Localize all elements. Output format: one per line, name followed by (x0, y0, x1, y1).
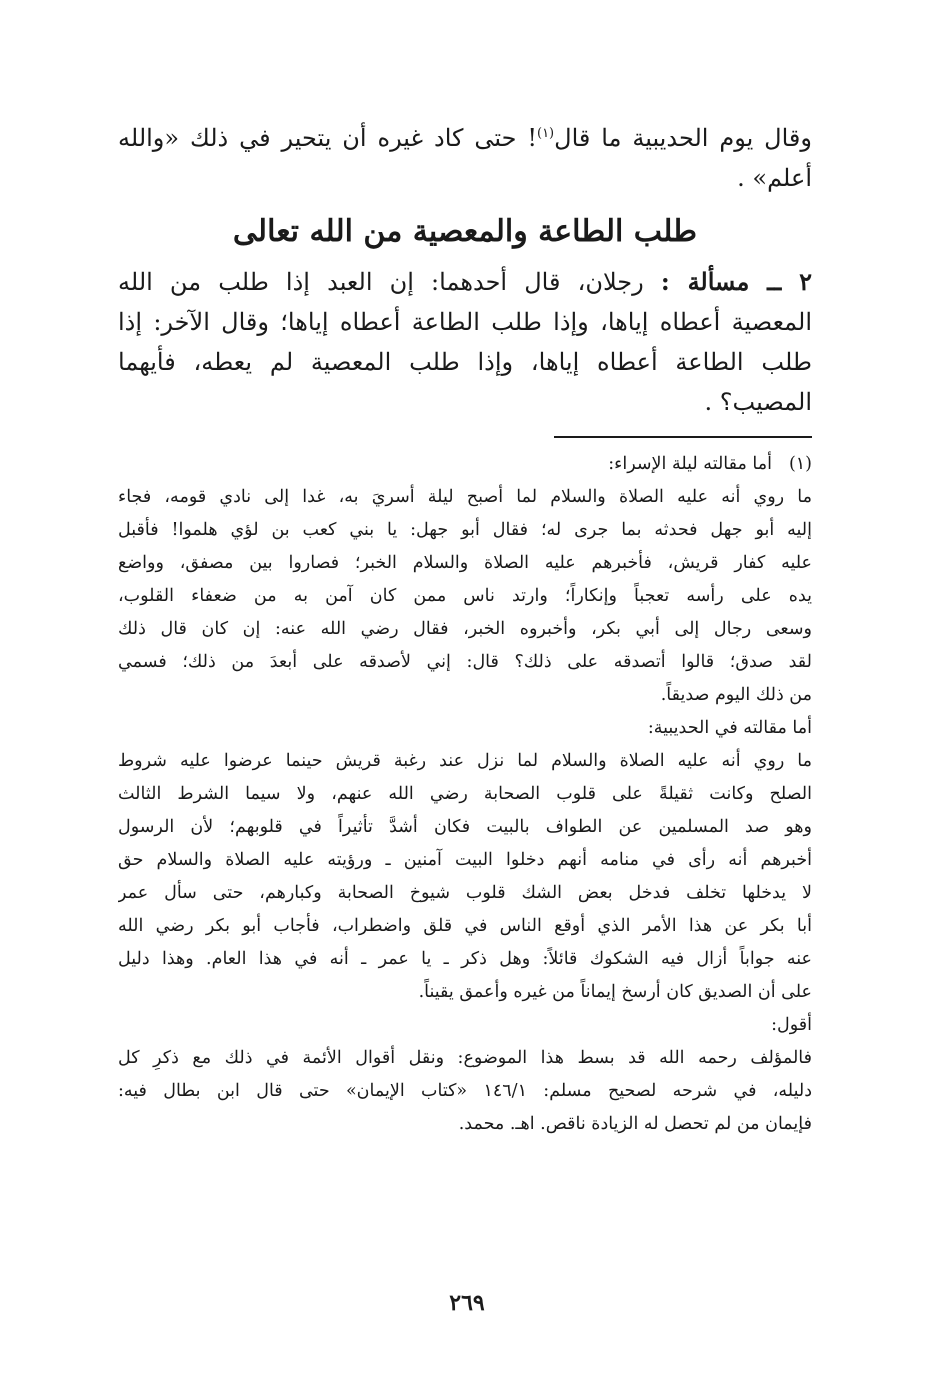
footnote-heading-2: أما مقالته في الحديبية: (647, 718, 812, 738)
footnote-para1-line: وسعى رجال إلى أبي بكر، وأخبروه الخبر، فقال رضي الله عنه: إن كان قال ذلك (118, 619, 812, 639)
footnote-para2-line: ما روي أنه عليه الصلاة والسلام لما نزل عند رغبة قريش حينما عرضوا عليه شروط (118, 751, 812, 771)
footnote-para3-line: فإيمان من لم تحصل له الزيادة ناقص. اهـ. محمد. (458, 1114, 812, 1134)
intro-text-after-ref: ! حتى كاد غيره أن يتحير في ذلك «والله (118, 124, 537, 152)
question-number-label: ٢ ــ مسألة : (660, 267, 812, 296)
footnote-heading-1-row (118, 448, 812, 481)
footnote-para1-line: يده على رأسه تعجباً وإنكاراً؛ وارتد ناس ممن كان آمن به من ضعفاء القلوب، (118, 586, 812, 606)
footnote-para1-line: إليه أبو جهل فحدثه بما جرى له؛ فقال أبو جهل: يا بني كعب بن لؤي هلموا! فأقبل (118, 520, 812, 540)
footnote-heading-1: أما مقالته ليلة الإسراء: (608, 454, 772, 474)
footnote-para3-line: فالمؤلف رحمه الله قد بسط هذا الموضوع: ونقل أقوال الأئمة في ذلك مع ذكرِ كل (118, 1048, 812, 1068)
question-line-1 (118, 262, 812, 302)
footnote-heading-3: أقول: (771, 1015, 812, 1035)
footnote-para3-line: دليله، في شرحه لصحيح مسلم: ١٤٦/١ «كتاب الإيمان» حتى قال ابن بطال فيه: (118, 1081, 812, 1101)
intro-line-2: أعلم» . (737, 164, 812, 192)
question-line-4: المصيب؟ . (704, 388, 812, 416)
page-number: ٢٦٩ (449, 1290, 485, 1316)
footnote-para1-line: ما روي أنه عليه الصلاة والسلام لما أصبح ليلة أسريَ به، غدا إلى نادي قومه، فجاء (118, 487, 812, 507)
footnote-para2-line: عنه جواباً أزال فيه الشكوك قائلاً: وهل ذكر ـ يا عمر ـ أنه في هذا العام. وهذا دليل (118, 949, 812, 969)
footnote-reference[interactable]: (١) (536, 126, 555, 141)
footnote-para1-line: من ذلك اليوم صديقاً. (660, 685, 812, 705)
footnote-para2-line: أخبرهم أنه رأى في منامه أنهم دخلوا البيت آمنين ـ ورؤيته عليه الصلاة والسلام حق (118, 850, 812, 870)
section-heading: طلب الطاعة والمعصية من الله تعالى (232, 214, 698, 249)
footnote-separator (554, 436, 812, 438)
question-line-2: المعصية أعطاه إياها، وإذا طلب الطاعة أعطاه إياها؛ وقال الآخر: إذا (118, 308, 812, 336)
footnote-para1-line: عليه كفار قريش، فأخبرهم عليه الصلاة والسلام الخبر؛ فصاروا بين مصفق، وواضع (118, 553, 812, 573)
intro-line-1 (118, 118, 812, 158)
question-line-3: طلب الطاعة أعطاه إياها، وإذا طلب المعصية لم يعطه، فأيهما (118, 348, 812, 376)
footnote-para1-line: لقد صدق؛ قالوا أتصدقه على ذلك؟ قال: إني لأصدقه على أبعدَ من ذلك؛ فسمي (118, 652, 812, 672)
footnote-para2-line: وهو صد المسلمين عن الطواف بالبيت فكان أشدَّ تأثيراً في قلوبهم؛ لأن الرسول (118, 817, 812, 837)
question-line-1-text: رجلان، قال أحدهما: إن العبد إذا طلب من الله (118, 268, 661, 296)
page-body (118, 118, 812, 1141)
footnote-marker: (١) (788, 454, 812, 474)
intro-text-before-ref: وقال يوم الحديبية ما قال (554, 124, 812, 152)
footnote-para2-line: الصلح وكانت ثقيلةً على قلوب الصحابة رضي الله عنهم، ولا سيما الشرط الثالث (118, 784, 812, 804)
footnote-para2-line: على أن الصديق كان أرسخ إيماناً من غيره وأعمق يقيناً. (418, 982, 812, 1002)
footnote-para2-line: لا يدخلها تخلف فدخل بعض الشك قلوب شيوخ الصحابة وكبارهم، حتى سأل عمر (118, 883, 812, 903)
footnote-para2-line: أبا بكر عن هذا الأمر الذي أوقع الناس في قلق واضطراب، فأجاب أبو بكر رضي الله (118, 916, 812, 936)
